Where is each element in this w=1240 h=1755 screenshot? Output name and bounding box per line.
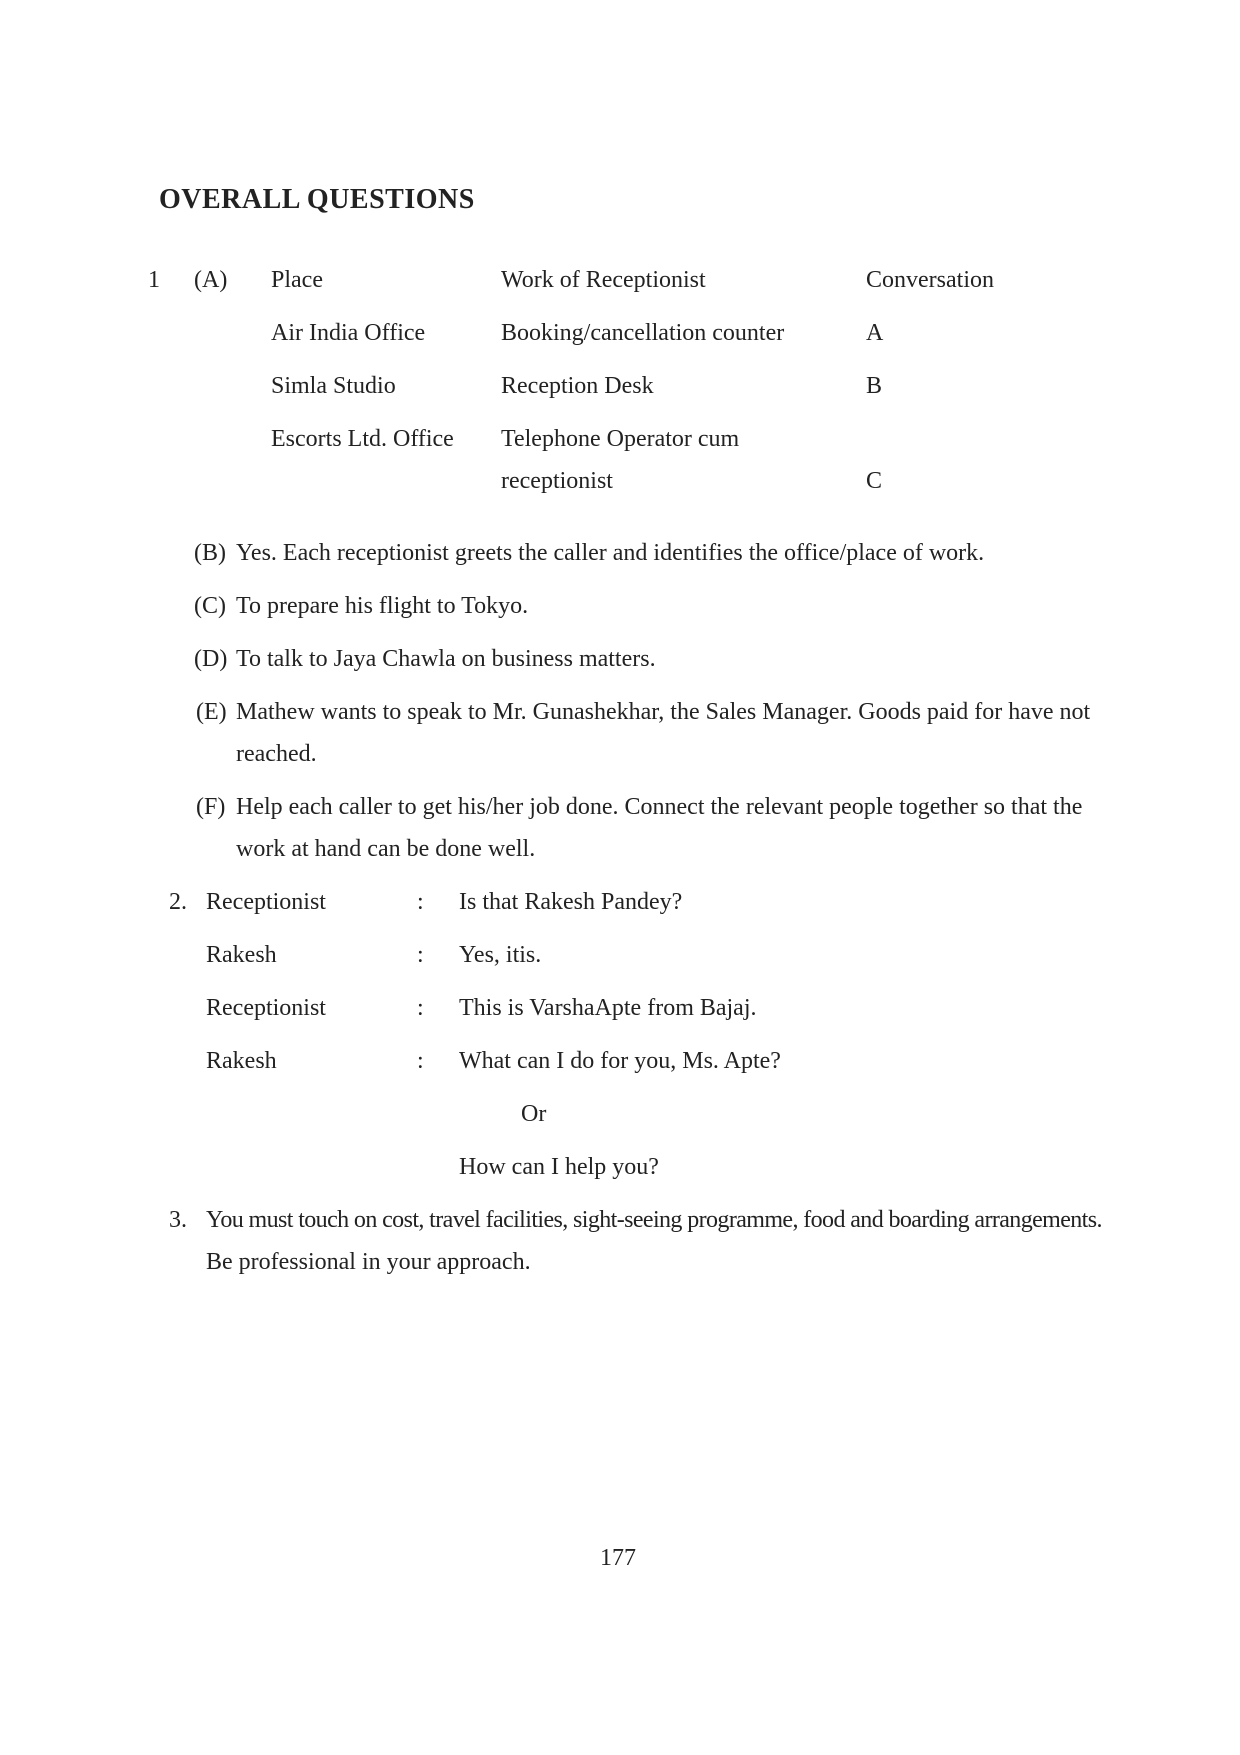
- question-3-line2: Be professional in your approach.: [206, 1249, 531, 1275]
- row-3-place: Escorts Ltd. Office: [271, 426, 454, 452]
- question-2-number: 2.: [169, 889, 187, 915]
- row-3-work-line2: receptionist: [501, 468, 613, 494]
- dialogue-3-speaker: Receptionist: [206, 995, 326, 1021]
- row-1-work: Booking/cancellation counter: [501, 320, 785, 346]
- dialogue-4-colon: :: [417, 1048, 424, 1074]
- part-e-line2: reached.: [236, 741, 317, 767]
- question-3-line1: You must touch on cost, travel facilities, sight-seeing programme, food and boarding arrangements.: [206, 1207, 1102, 1233]
- dialogue-4-speaker: Rakesh: [206, 1048, 277, 1074]
- header-conversation: Conversation: [866, 267, 994, 293]
- header-work: Work of Receptionist: [501, 267, 706, 293]
- part-d-label: (D): [194, 646, 228, 672]
- question-1-number: 1: [148, 267, 160, 293]
- dialogue-2-line: Yes, itis.: [459, 942, 542, 968]
- row-3-work-line1: Telephone Operator cum: [501, 426, 740, 452]
- row-1-place: Air India Office: [271, 320, 426, 346]
- dialogue-3-line: This is VarshaApte from Bajaj.: [459, 995, 757, 1021]
- page-heading: OVERALL QUESTIONS: [159, 184, 475, 215]
- row-2-work: Reception Desk: [501, 373, 654, 399]
- part-b-text: Yes. Each receptionist greets the caller and identifies the office/place of work.: [236, 540, 985, 566]
- dialogue-1-colon: :: [417, 889, 424, 915]
- page-number: 177: [600, 1545, 636, 1571]
- header-place: Place: [271, 267, 323, 293]
- dialogue-3-colon: :: [417, 995, 424, 1021]
- part-a-label: (A): [194, 267, 228, 293]
- part-f-line1: Help each caller to get his/her job done. Connect the relevant people together so that the: [236, 794, 1083, 820]
- dialogue-1-speaker: Receptionist: [206, 889, 326, 915]
- part-e-label: (E): [196, 699, 227, 725]
- dialogue-2-speaker: Rakesh: [206, 942, 277, 968]
- part-d-text: To talk to Jaya Chawla on business matters.: [236, 646, 656, 672]
- row-3-conversation: C: [866, 468, 883, 494]
- row-2-place: Simla Studio: [271, 373, 396, 399]
- row-1-conversation: A: [866, 320, 884, 346]
- dialogue-alternative: How can I help you?: [459, 1154, 659, 1180]
- part-f-line2: work at hand can be done well.: [236, 836, 536, 862]
- part-f-label: (F): [196, 794, 226, 820]
- row-2-conversation: B: [866, 373, 883, 399]
- dialogue-2-colon: :: [417, 942, 424, 968]
- part-b-label: (B): [194, 540, 226, 566]
- dialogue-1-line: Is that Rakesh Pandey?: [459, 889, 683, 915]
- dialogue-4-line: What can I do for you, Ms. Apte?: [459, 1048, 781, 1074]
- part-c-text: To prepare his flight to Tokyo.: [236, 593, 529, 619]
- part-c-label: (C): [194, 593, 226, 619]
- question-3-number: 3.: [169, 1207, 187, 1233]
- dialogue-or: Or: [521, 1101, 547, 1127]
- part-e-line1: Mathew wants to speak to Mr. Gunashekhar, the Sales Manager. Goods paid for have not: [236, 699, 1091, 725]
